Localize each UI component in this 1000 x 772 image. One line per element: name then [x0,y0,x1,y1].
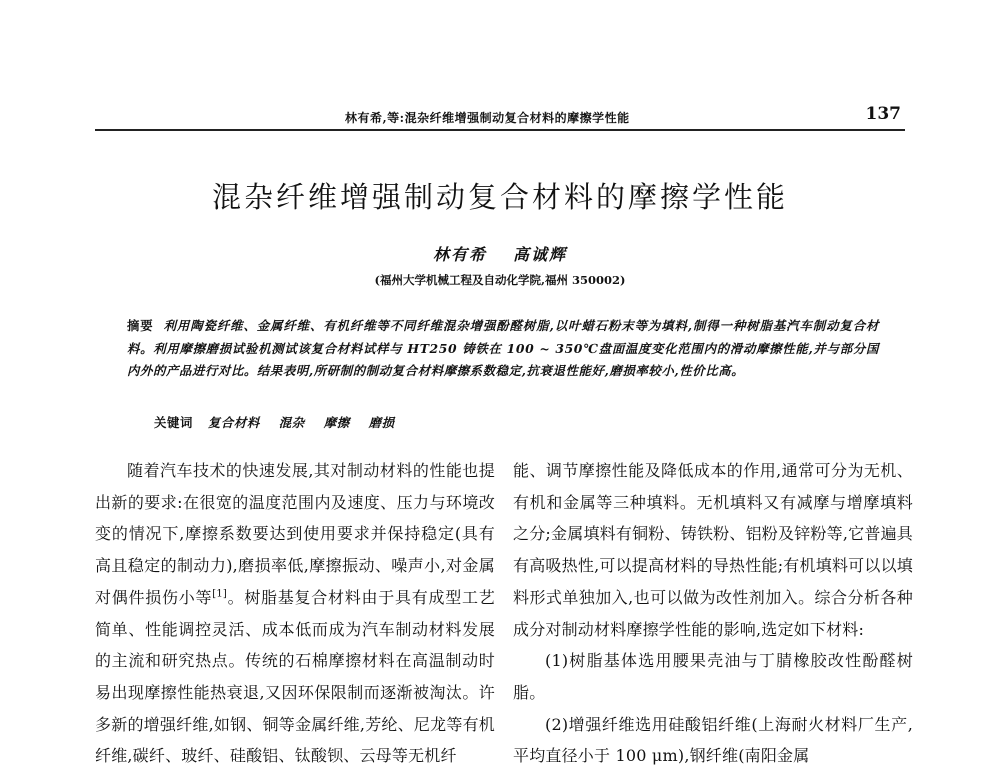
abstract-label: 摘要 [127,318,154,333]
paper-title: 混杂纤维增强制动复合材料的摩擦学性能 [211,180,788,214]
body-paragraph [95,455,495,772]
keyword: 摩擦 [323,415,350,430]
body-paragraph: 能、调节摩擦性能及降低成本的作用,通常可分为无机、有机和金属等三种填料。无机填料又有减摩与增摩填料之分;金属填料有铜粉、铸铁粉、铝粉及锌粉等,它普遍具有高吸热性,可以提高材料的导热性能;有机填料可以以填料形式单独加入,也可以做为改性剂加入。综合分析各种成分对制动材料摩擦学性能的影响,选定如下材料: [513,461,913,639]
authors [0,242,1000,265]
body-paragraph: (2)增强纤维选用硅酸铝纤维(上海耐火材料厂生产,平均直径小于 100 μm),钢纤维(南阳金属 [513,714,913,766]
citation: [1] [212,588,228,600]
page-number: 137 [865,104,901,124]
keyword: 混杂 [278,415,305,430]
affiliation: (福州大学机械工程及自动化学院,福州 350002) [374,273,626,287]
keyword: 复合材料 [207,415,260,430]
running-head-text: 林有希,等:混杂纤维增强制动复合材料的摩擦学性能 [345,111,630,125]
keywords [154,413,874,431]
running-head [95,103,905,131]
paragraph-text: 随着汽车技术的快速发展,其对制动材料的性能也提出新的要求:在很宽的温度范围内及速度、压力与环境改变的情况下,摩擦系数要达到使用要求并保持稳定(具有高且稳定的制动力),磨损率低,摩擦振动、噪声小,对金属对偶件损伤小等 [95,461,495,607]
author-1: 林有希 [432,245,487,264]
paragraph-text-continued: 。树脂基复合材料由于具有成型工艺简单、性能调控灵活、成本低而成为汽车制动材料发展的主流和研究热点。传统的石棉摩擦材料在高温制动时易出现摩擦性能热衰退,又因环保限制而逐渐被淘汰。许多新的增强纤维,如钢、铜等金属纤维,芳纶、尼龙等有机纤维,碳纤、玻纤、硅酸铝、钛酸钡、云母等无机纤 [95,587,495,766]
keyword: 磨损 [368,415,395,430]
abstract-text: 利用陶瓷纤维、金属纤维、有机纤维等不同纤维混杂增强酚醛树脂,以叶蜡石粉末等为填料,制得一种树脂基汽车制动复合材料。利用摩擦磨损试验机测试该复合材料试样与 HT250 铸铁在 100 ~ 350℃盘面温度变化范围内的滑动摩擦性能,并与部分国内外的产品进行对比。结果表明,所研制的制动复合材料摩擦系数稳定,抗衰退性能好,磨损率较小,性价比高。 [127,318,879,379]
body-column-right [513,455,913,772]
body-column-left [95,455,495,772]
abstract [127,315,879,383]
body-paragraph: (1)树脂基体选用腰果壳油与丁腈橡胶改性酚醛树脂。 [513,651,913,702]
author-2: 高诚辉 [513,245,568,264]
keywords-label: 关键词 [154,415,193,430]
